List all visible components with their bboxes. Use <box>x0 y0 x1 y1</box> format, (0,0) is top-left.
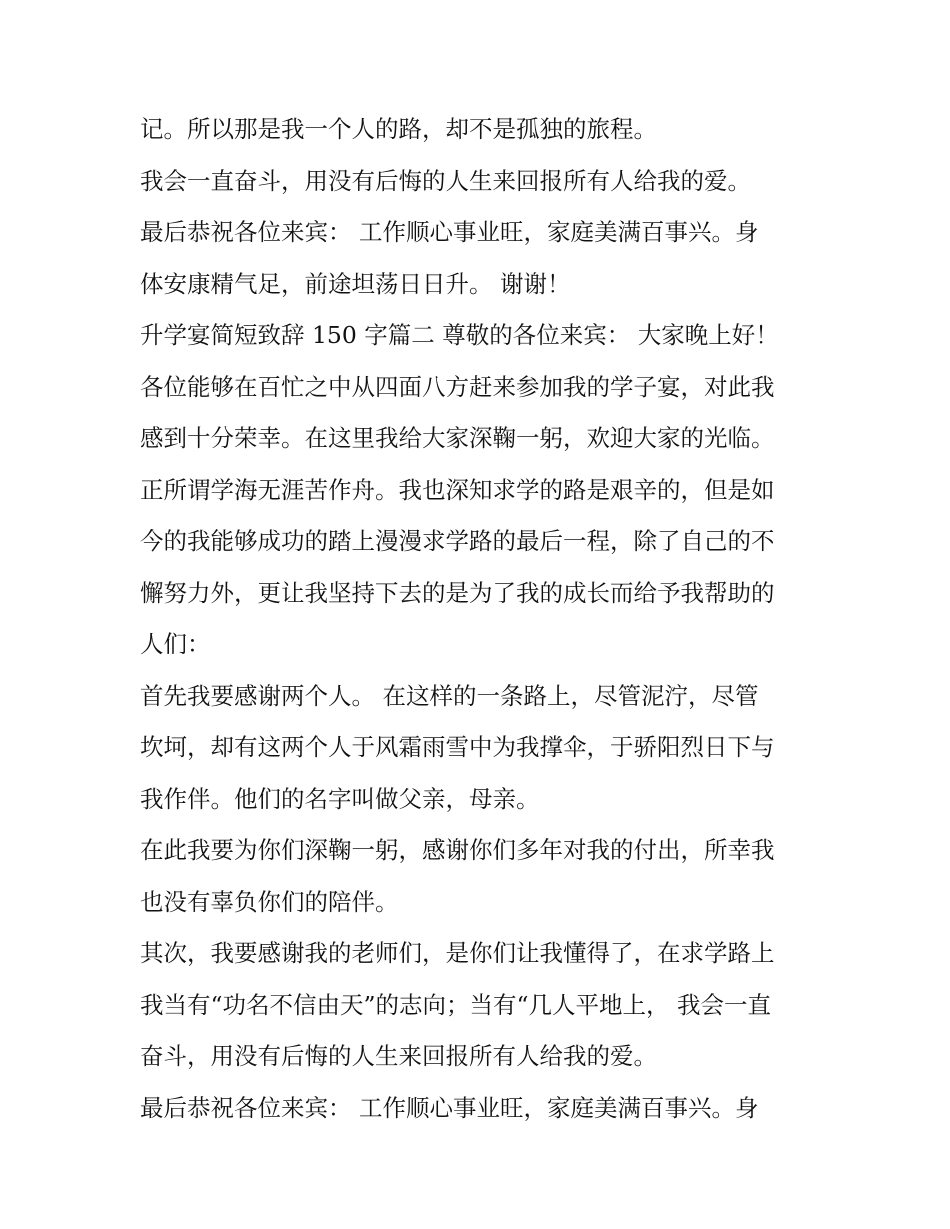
text-line: 也没有辜负你们的陪伴。 <box>140 887 399 916</box>
text-line: 体安康精气足，前途坦荡日日升。 谢谢！ <box>140 269 571 298</box>
text-line: 人们： <box>140 630 211 658</box>
text-line: 首先我要感谢两个人。 在这样的一条路上，尽管泥泞，尽管 <box>140 681 759 710</box>
text-line: 在此我要为你们深鞠一躬，感谢你们多年对我的付出，所幸我 <box>140 836 775 864</box>
document-body <box>140 104 820 1134</box>
text-line: 奋斗，用没有后悔的人生来回报所有人给我的爱。 <box>140 1042 657 1070</box>
text-line: 最后恭祝各位来宾： 工作顺心事业旺，家庭美满百事兴。身 <box>140 218 759 246</box>
text-line: 感到十分荣幸。在这里我给大家深鞠一躬，欢迎大家的光临。 <box>140 424 775 452</box>
text-line: 懈努力外，更让我坚持下去的是为了我的成长而给予我帮助的 <box>140 578 775 607</box>
text-line: 正所谓学海无涯苦作舟。我也深知求学的路是艰辛的，但是如 <box>140 475 775 504</box>
text-line: 各位能够在百忙之中从四面八方赶来参加我的学子宴，对此我 <box>140 372 775 401</box>
text-line: 最后恭祝各位来宾： 工作顺心事业旺，家庭美满百事兴。身 <box>140 1093 759 1122</box>
text-line: 我会一直奋斗，用没有后悔的人生来回报所有人给我的爱。 <box>140 166 751 195</box>
text-line: 坎坷，却有这两个人于风霜雨雪中为我撑伞，于骄阳烈日下与 <box>140 733 775 761</box>
text-line: 我作伴。他们的名字叫做父亲，母亲。 <box>140 784 540 813</box>
text-line: 记。所以那是我一个人的路，却不是孤独的旅程。 <box>140 115 657 143</box>
text-line: 今的我能够成功的踏上漫漫求学路的最后一程，除了自己的不 <box>140 527 775 555</box>
text-line: 我当有“功名不信由天”的志向；当有“几人平地上， 我会一直 <box>140 990 772 1019</box>
text-line: 其次，我要感谢我的老师们，是你们让我懂得了，在求学路上 <box>140 939 775 967</box>
section-heading-line: 升学宴简短致辞 150 字篇二 尊敬的各位来宾： 大家晚上好！ <box>140 321 779 349</box>
